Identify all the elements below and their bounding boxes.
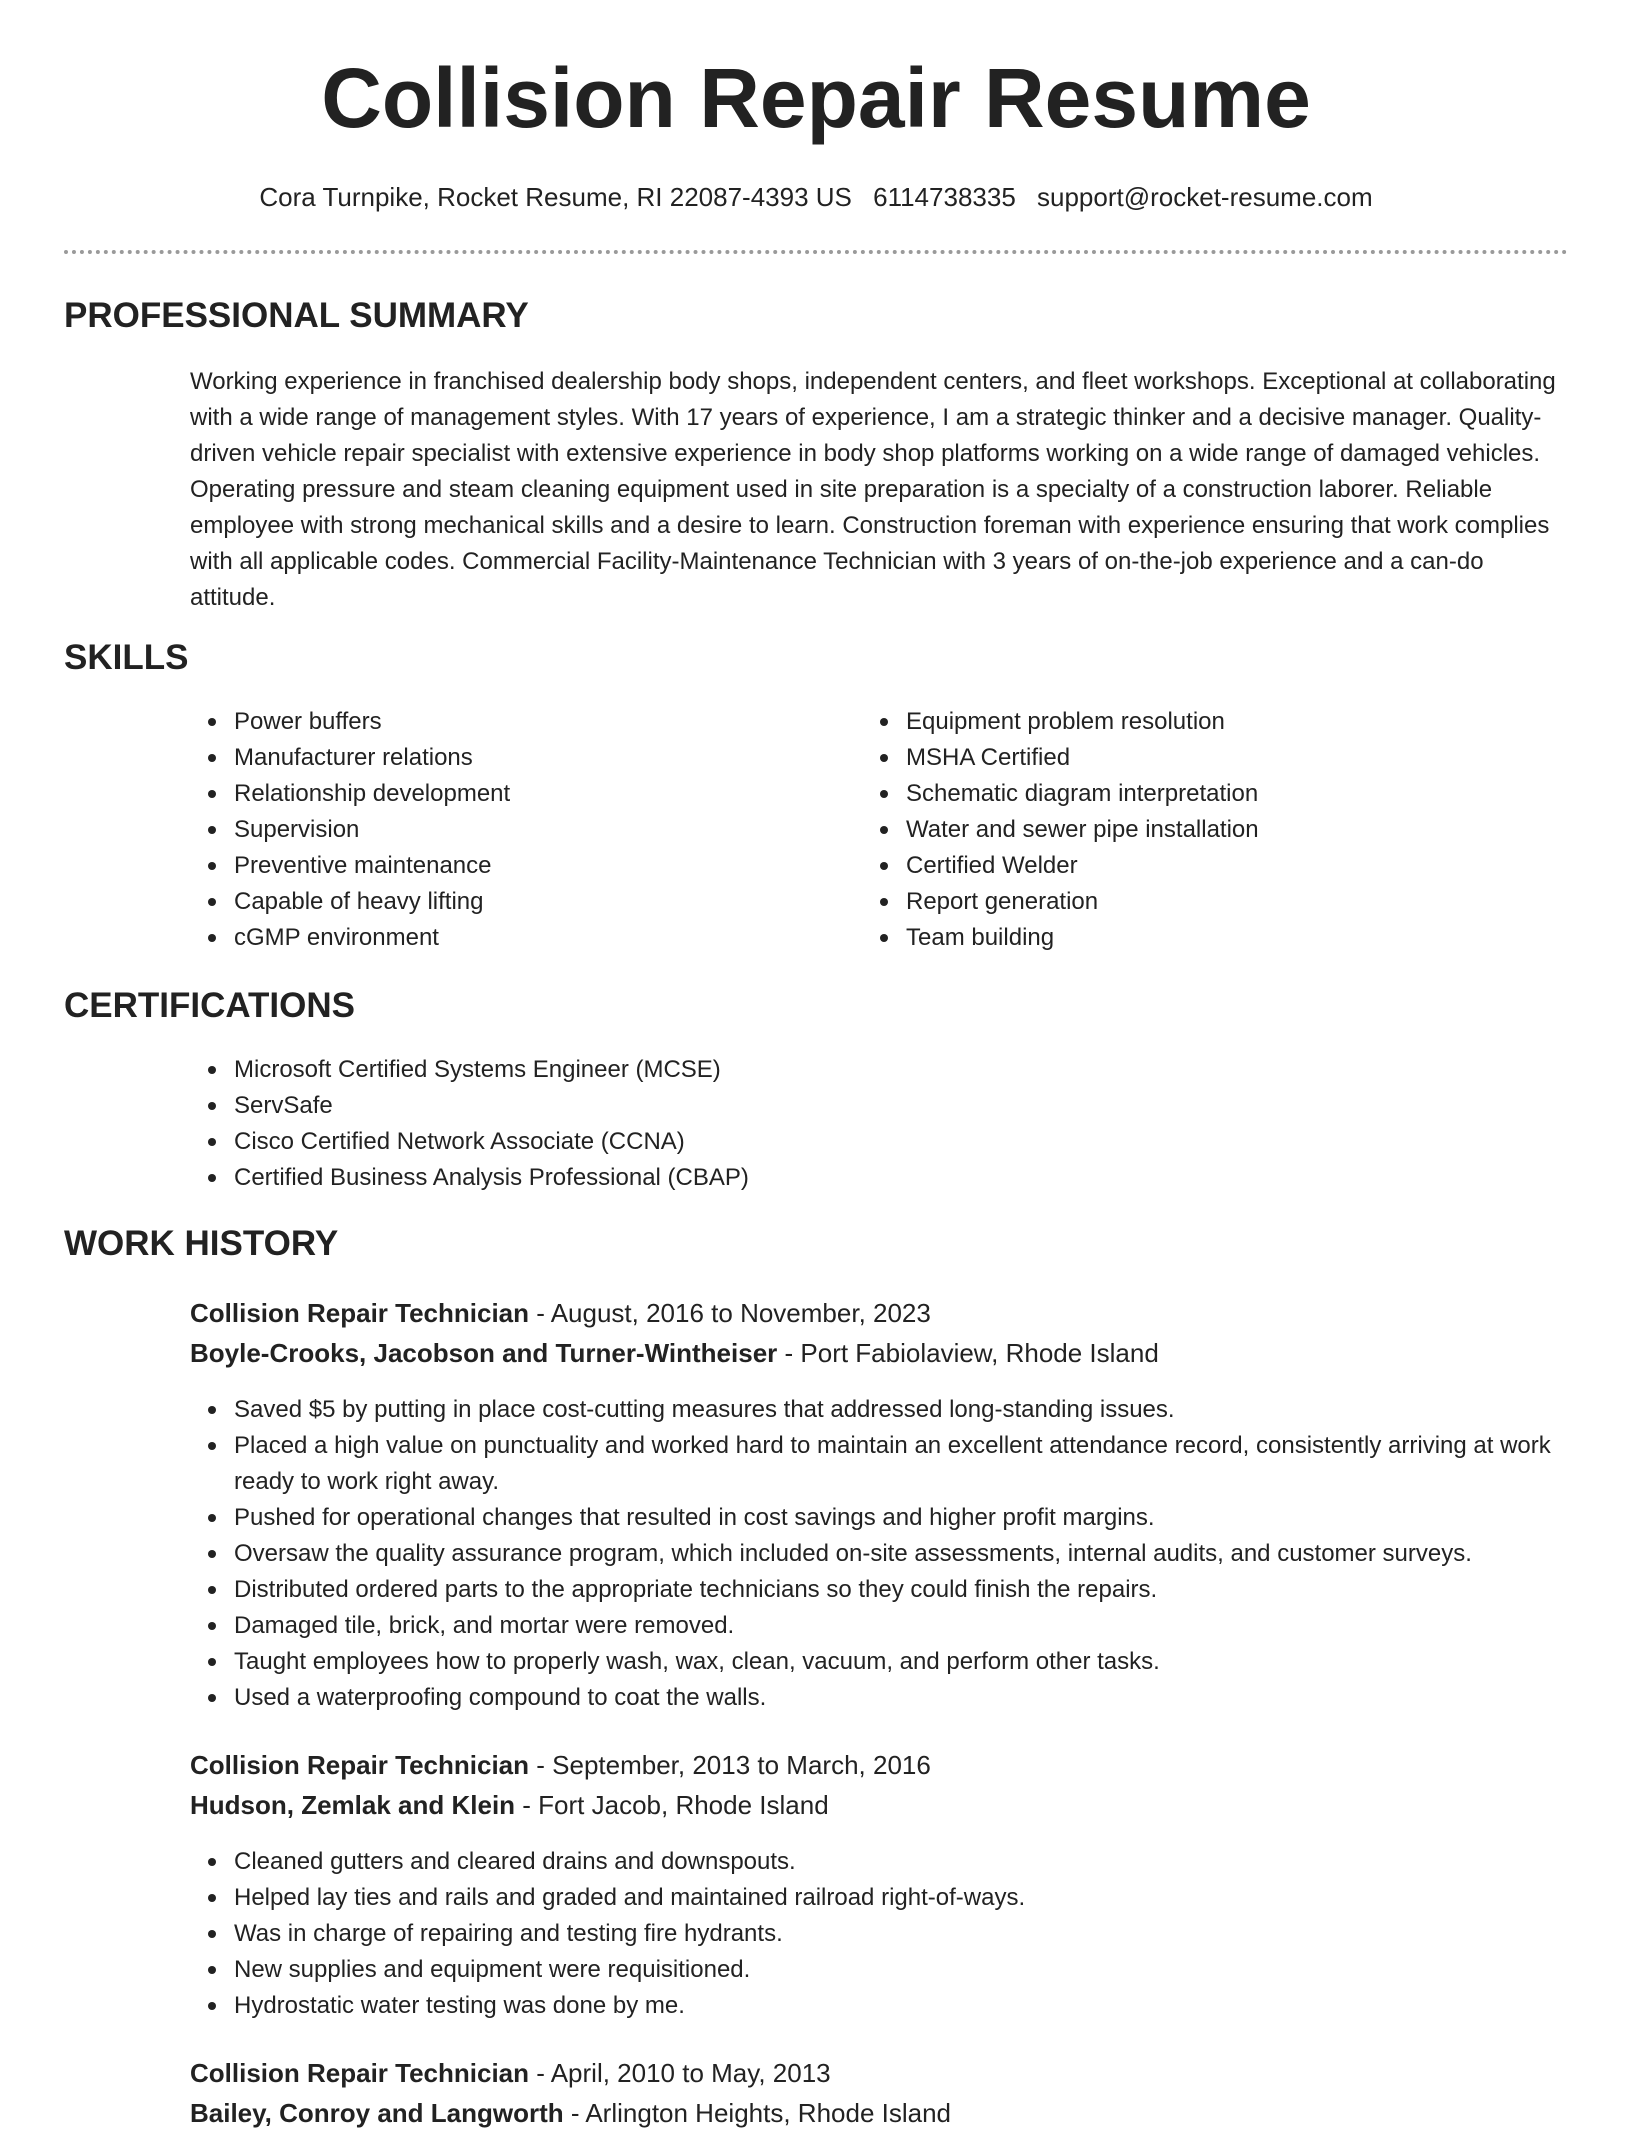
job-company: Bailey, Conroy and Langworth [190,2098,564,2128]
job-bullet: Distributed ordered parts to the appropriate technicians so they could finish the repairs. [190,1572,1560,1608]
work-history-heading: WORK HISTORY [64,1224,339,1263]
job-bullet: Hydrostatic water testing was done by me. [190,1988,1560,2024]
job-title: Collision Repair Technician [190,2058,530,2088]
skill-item: Relationship development [190,776,830,812]
job-title-line [190,1298,931,1329]
contact-line [0,182,1632,213]
skill-item: MSHA Certified [862,740,1542,776]
job-bullet: Pushed for operational changes that resulted in cost savings and higher profit margins. [190,1500,1560,1536]
skill-item: Team building [862,920,1542,956]
job-location: - Fort Jacob, Rhode Island [515,1790,829,1820]
job-company-line [190,1338,1159,1369]
contact-email: support@rocket-resume.com [1037,182,1373,212]
job-dates: - September, 2013 to March, 2016 [529,1750,931,1780]
job-bullet: Oversaw the quality assurance program, which included on-site assessments, internal audits, and customer surveys. [190,1536,1560,1572]
certification-item: ServSafe [190,1088,1560,1124]
skill-item: Preventive maintenance [190,848,830,884]
summary-text: Working experience in franchised dealership body shops, independent centers, and fleet workshops. Exceptional at collaborating with a wide range of management styles. With 17 years of experience, I am a strategic thinker and a decisive manager. Quality-driven vehicle repair specialist with extensive experience in body shop platforms working on a wide range of damaged vehicles. Operating pressure and steam cleaning equipment used in site preparation is a specialty of a construction laborer. Reliable employee with strong mechanical skills and a desire to learn. Construction foreman with experience ensuring that work complies with all applicable codes. Commercial Facility-Maintenance Technician with 3 years of on-the-job experience and a can-do attitude. [190,368,1556,611]
job-company-line [190,2098,951,2129]
skill-item: cGMP environment [190,920,830,956]
contact-address: Cora Turnpike, Rocket Resume, RI 22087-4393 US [259,182,852,212]
certification-item: Microsoft Certified Systems Engineer (MCSE) [190,1052,1560,1088]
summary-heading: PROFESSIONAL SUMMARY [64,296,529,335]
job-bullet: Taught employees how to properly wash, wax, clean, vacuum, and perform other tasks. [190,1644,1560,1680]
certifications-list [190,1052,1560,1196]
job-dates: - August, 2016 to November, 2023 [529,1298,931,1328]
job-bullets [190,1844,1560,2024]
job-title-line [190,2058,831,2089]
job-bullet: Saved $5 by putting in place cost-cutting measures that addressed long-standing issues. [190,1392,1560,1428]
resume-title: Collision Repair Resume [321,51,1311,145]
job-company-line [190,1790,829,1821]
skill-item: Water and sewer pipe installation [862,812,1542,848]
job-bullet: Placed a high value on punctuality and worked hard to maintain an excellent attendance record, consistently arriving at work ready to work right away. [190,1428,1560,1500]
job-bullet: Used a waterproofing compound to coat the walls. [190,1680,1560,1716]
certification-item: Certified Business Analysis Professional (CBAP) [190,1160,1560,1196]
job-location: - Arlington Heights, Rhode Island [563,2098,952,2128]
skill-item: Report generation [862,884,1542,920]
header-divider [64,250,1568,254]
job-title: Collision Repair Technician [190,1750,530,1780]
job-bullet: Damaged tile, brick, and mortar were removed. [190,1608,1560,1644]
skills-heading: SKILLS [64,638,189,677]
job-bullet: Was in charge of repairing and testing fire hydrants. [190,1916,1560,1952]
skill-item: Supervision [190,812,830,848]
skills-list-left [190,704,830,956]
skill-item: Schematic diagram interpretation [862,776,1542,812]
job-location: - Port Fabiolaview, Rhode Island [777,1338,1159,1368]
skill-item: Capable of heavy lifting [190,884,830,920]
job-company: Boyle-Crooks, Jacobson and Turner-Wintheiser [190,1338,778,1368]
job-title-line [190,1750,931,1781]
contact-phone: 6114738335 [873,182,1016,212]
certifications-heading: CERTIFICATIONS [64,986,356,1025]
job-bullet: Helped lay ties and rails and graded and maintained railroad right-of-ways. [190,1880,1560,1916]
job-bullet: New supplies and equipment were requisitioned. [190,1952,1560,1988]
job-bullet: Cleaned gutters and cleared drains and downspouts. [190,1844,1560,1880]
certification-item: Cisco Certified Network Associate (CCNA) [190,1124,1560,1160]
job-dates: - April, 2010 to May, 2013 [529,2058,831,2088]
skill-item: Power buffers [190,704,830,740]
job-bullets [190,1392,1560,1716]
skill-item: Manufacturer relations [190,740,830,776]
skill-item: Equipment problem resolution [862,704,1542,740]
job-company: Hudson, Zemlak and Klein [190,1790,516,1820]
skills-list-right [862,704,1542,956]
job-title: Collision Repair Technician [190,1298,530,1328]
skill-item: Certified Welder [862,848,1542,884]
